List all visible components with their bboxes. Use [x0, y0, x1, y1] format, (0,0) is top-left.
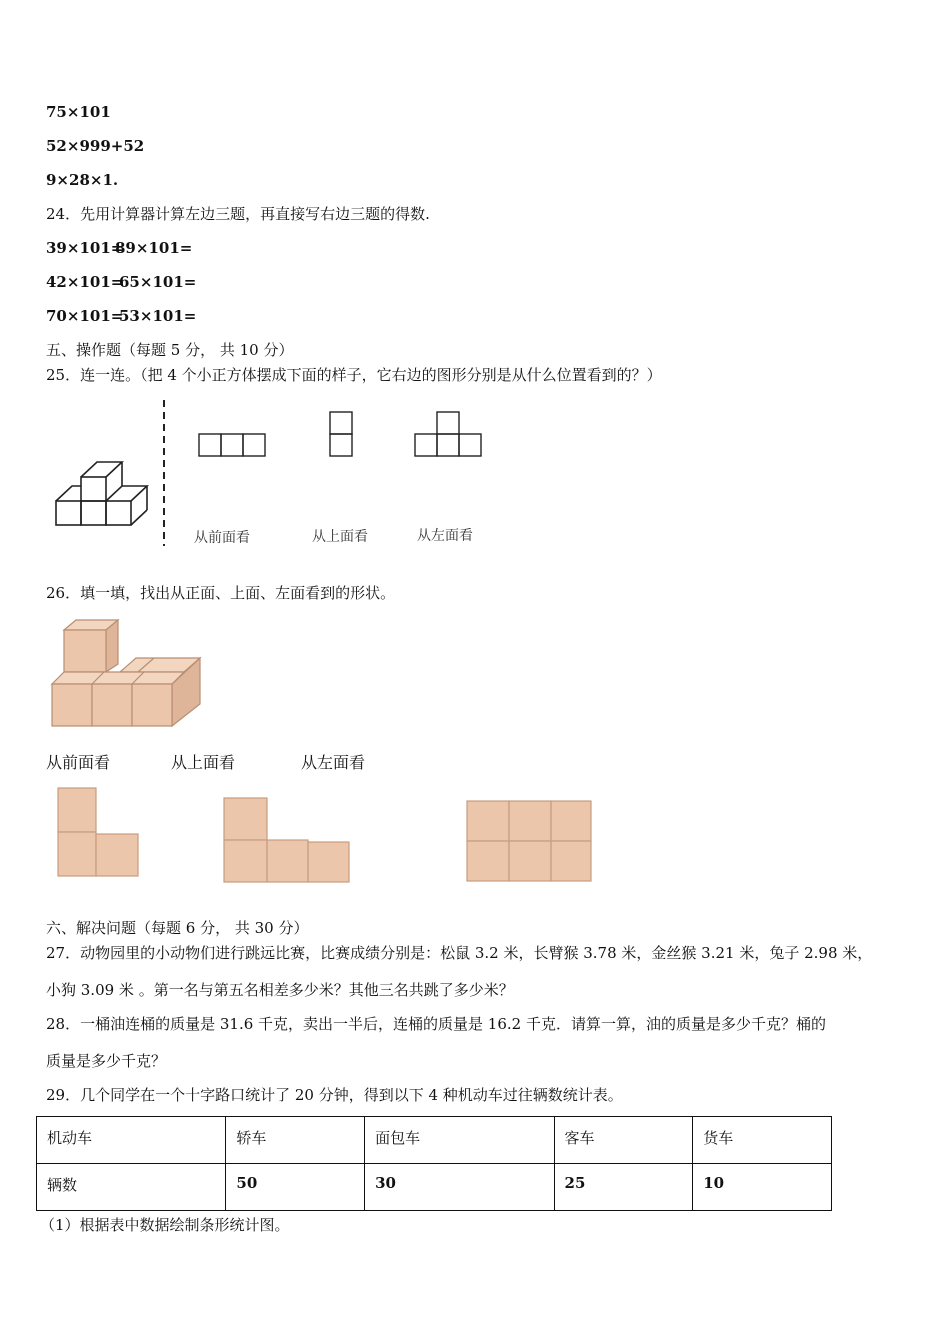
q26-front-view-shape [56, 786, 142, 880]
q24-expr-a: 39×101= [46, 239, 124, 257]
q26-label-left: 从左面看 [301, 753, 366, 772]
table-cell [226, 1164, 365, 1211]
q26-top-view-shape [222, 796, 352, 884]
calc-line-1: 75×101 [46, 103, 111, 121]
q24-expr-f: 53×101= [119, 307, 197, 325]
question-29-sub-1: （1）根据表中数据绘制条形统计图。 [40, 1216, 290, 1234]
header-van: 面包车 [375, 1129, 421, 1147]
table-cell [365, 1117, 554, 1164]
q24-expr-d: 65×101= [119, 273, 197, 291]
table-cell [37, 1117, 226, 1164]
table-cell [693, 1117, 832, 1164]
table-cell [554, 1117, 693, 1164]
table-cell [365, 1164, 554, 1211]
table-cell [693, 1164, 832, 1211]
question-29: 29．几个同学在一个十字路口统计了 20 分钟，得到以下 4 种机动车过往辆数统计表。 [46, 1086, 623, 1104]
header-bus: 客车 [564, 1129, 595, 1147]
q26-cube-figure [50, 618, 210, 730]
question-24: 24．先用计算器计算左边三题，再直接写右边三题的得数. [46, 205, 430, 223]
table-header-row [37, 1117, 832, 1164]
question-26: 26．填一填，找出从正面、上面、左面看到的形状。 [46, 584, 396, 602]
calc-line-3: 9×28×1. [46, 171, 119, 189]
q24-expr-b: 89×101= [115, 239, 193, 257]
table-cell [37, 1164, 226, 1211]
calc-line-2: 52×999+52 [46, 137, 145, 155]
header-truck: 货车 [703, 1129, 734, 1147]
row-label-count: 辆数 [47, 1176, 78, 1194]
q26-left-view-shape [465, 799, 593, 883]
q25-label-front: 从前面看 [194, 530, 250, 546]
q25-view-front-shape [198, 433, 268, 459]
table-row [37, 1164, 832, 1211]
q25-view-top-shape [329, 411, 355, 459]
q25-label-left: 从左面看 [417, 528, 473, 544]
section-5-heading: 五、操作题（每题 5 分， 共 10 分） [46, 341, 294, 359]
question-27-line-2: 小狗 3.09 米 。第一名与第五名相差多少米？其他三名共跳了多少米？ [46, 981, 514, 999]
value-bus: 25 [564, 1174, 586, 1192]
value-van: 30 [375, 1174, 396, 1192]
question-27-line-1: 27．动物园里的小动物们进行跳远比赛，比赛成绩分别是：松鼠 3.2 米，长臂猴 3.78 米，金丝猴 3.21 米，兔子 2.98 米， [46, 944, 873, 962]
value-truck: 10 [703, 1174, 725, 1192]
question-28-line-1: 28．一桶油连桶的质量是 31.6 千克，卖出一半后，连桶的质量是 16.2 千克．请算一算，油的质量是多少千克？桶的 [46, 1015, 826, 1033]
q25-label-top: 从上面看 [312, 529, 368, 545]
table-cell [226, 1117, 365, 1164]
question-25: 25．连一连。（把 4 个小正方体摆成下面的样子，它右边的图形分别是从什么位置看到的？） [46, 366, 662, 384]
vehicle-count-table [36, 1116, 832, 1211]
header-car: 轿车 [236, 1129, 267, 1147]
q25-view-left-shape [414, 411, 486, 459]
table-cell [554, 1164, 693, 1211]
q24-expr-c: 42×101= [46, 273, 124, 291]
question-28-line-2: 质量是多少千克？ [46, 1052, 167, 1070]
q24-expr-e: 70×101= [46, 307, 124, 325]
q25-cube-stack-figure [52, 457, 172, 537]
header-vehicle: 机动车 [47, 1129, 93, 1147]
q26-label-front: 从前面看 [46, 753, 111, 772]
q26-label-top: 从上面看 [171, 753, 236, 772]
q25-dashed-divider [161, 400, 167, 546]
section-6-heading: 六、解决问题（每题 6 分， 共 30 分） [46, 919, 309, 937]
value-car: 50 [236, 1174, 258, 1192]
